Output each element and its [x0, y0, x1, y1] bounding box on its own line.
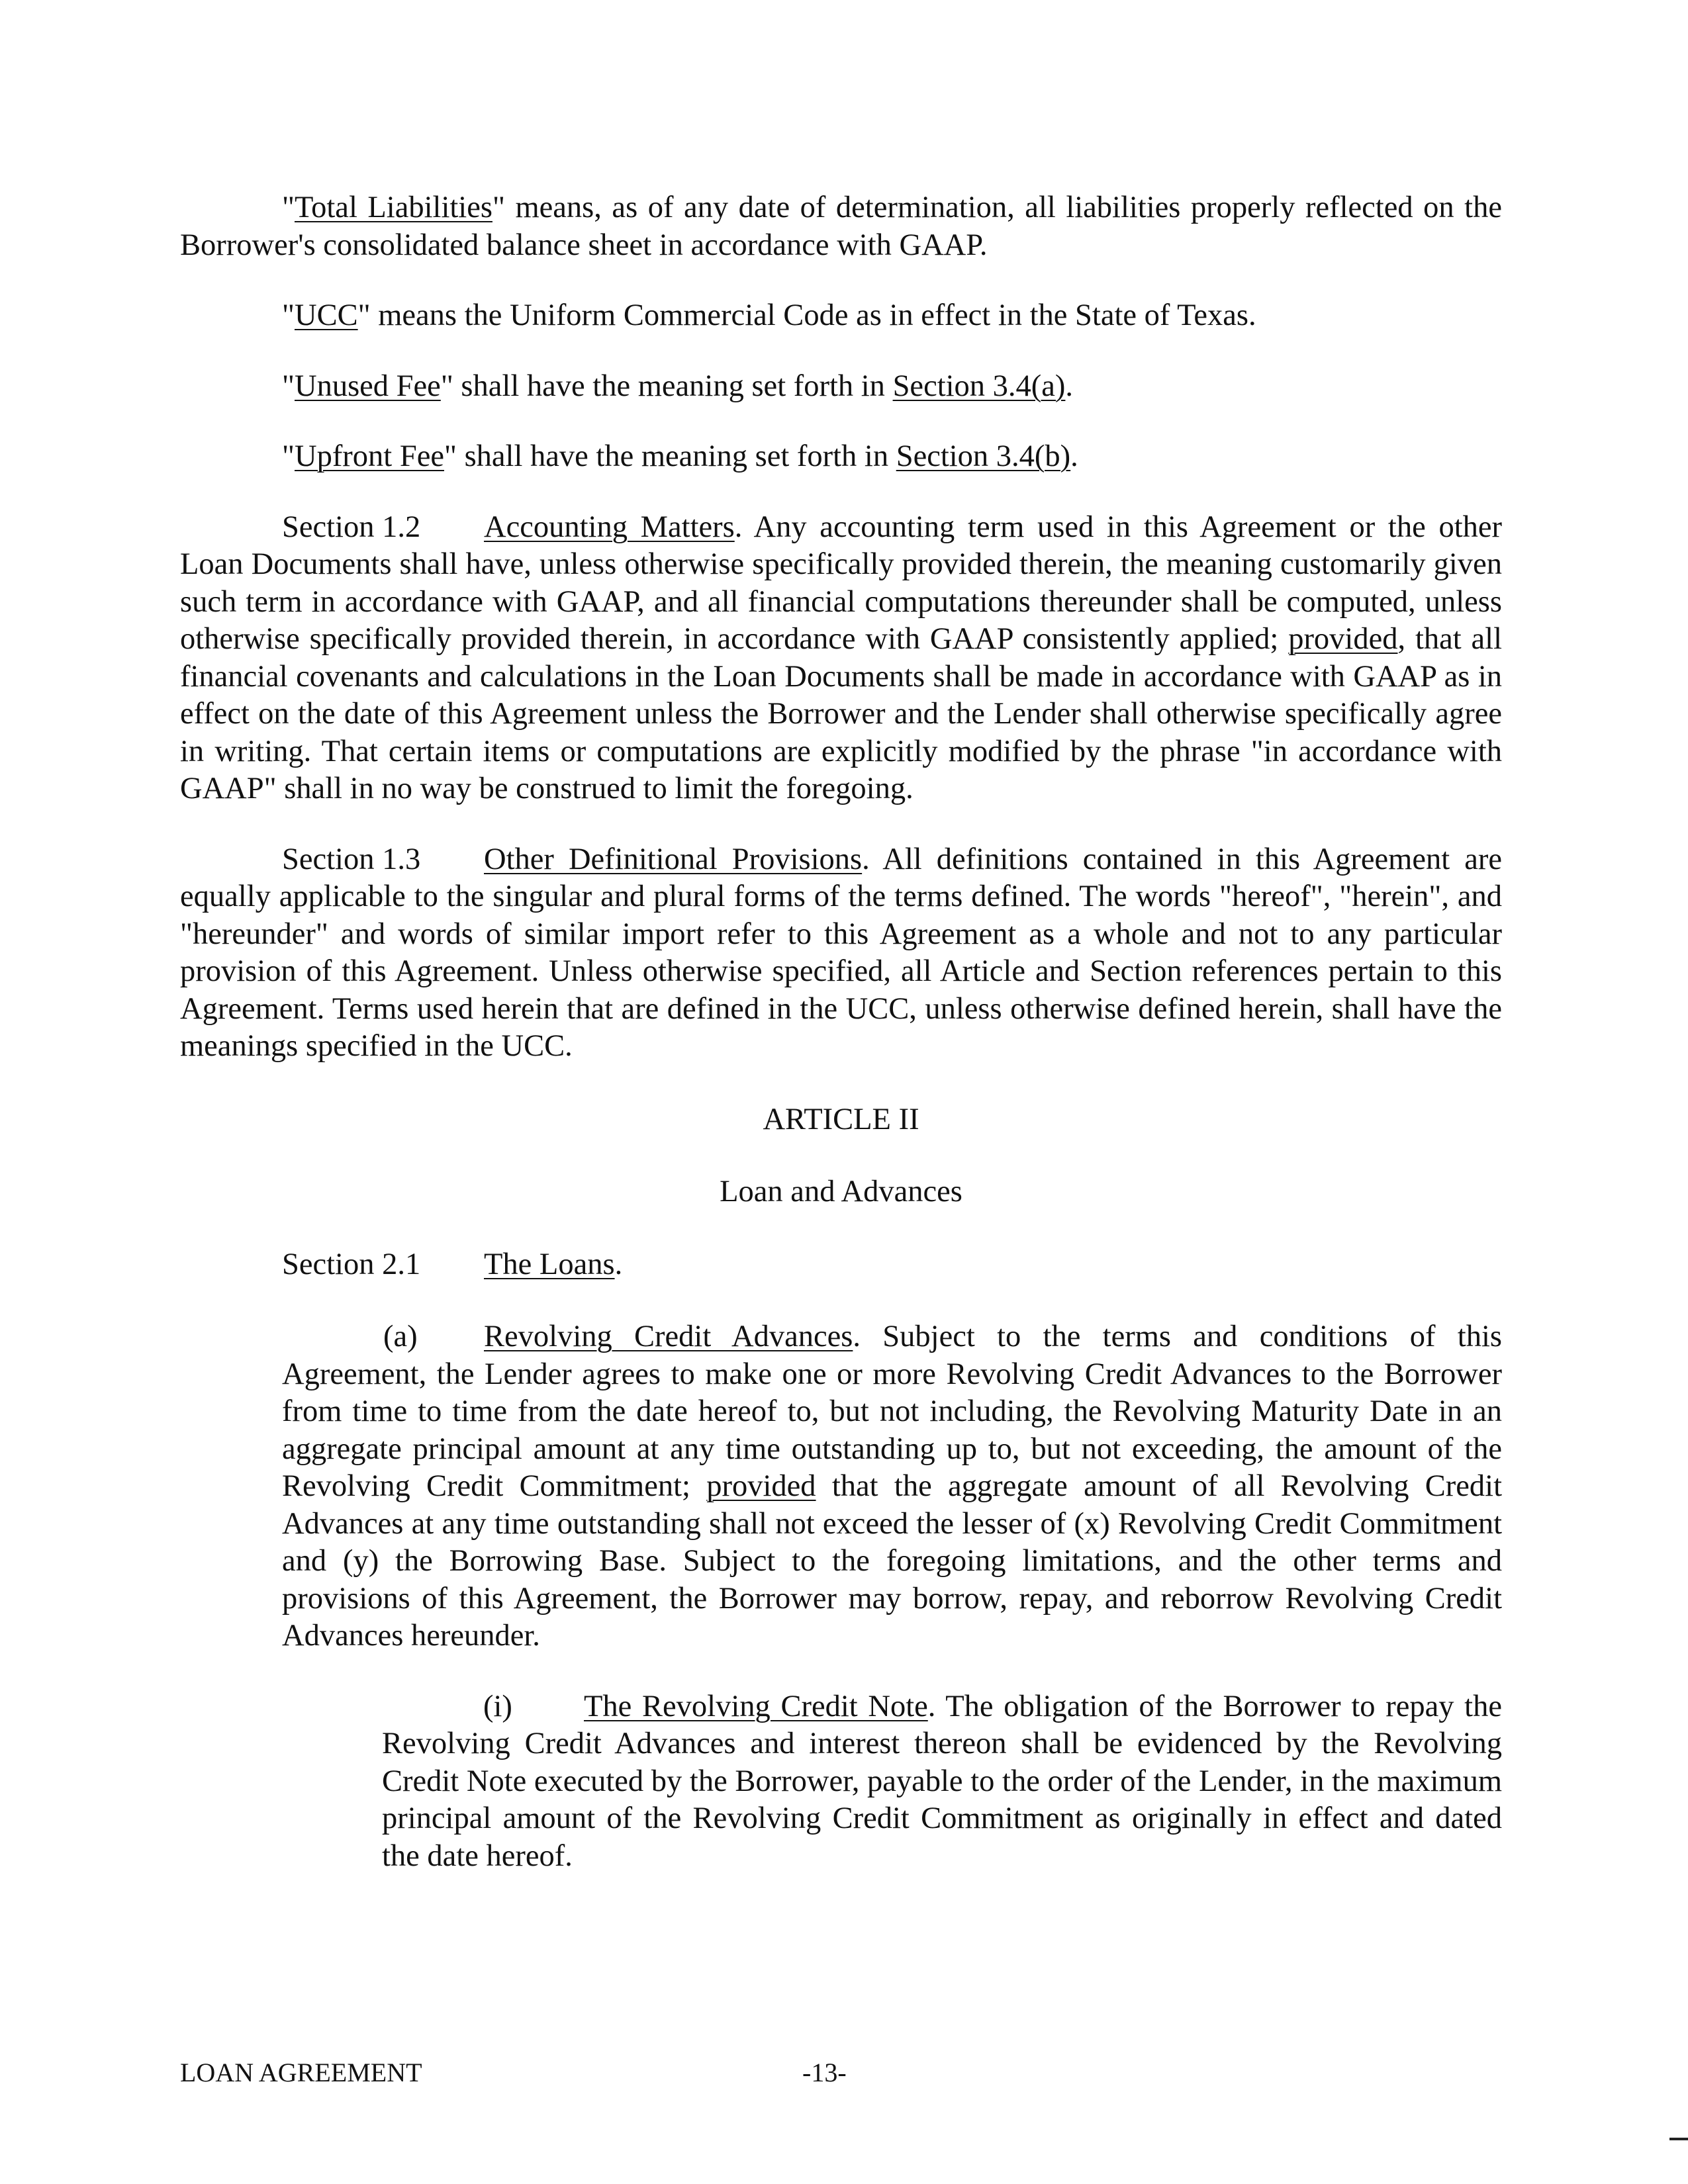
defined-term: Unused Fee	[294, 369, 441, 403]
punctuation: .	[1065, 369, 1074, 403]
section-number: Section 1.2	[282, 510, 421, 544]
definition-text: " means the Uniform Commercial Code as in effect in the State of Texas.	[357, 298, 1256, 332]
scan-edge-mark	[1669, 2138, 1688, 2140]
section-text: . Any accounting term used in this Agreement or the other Loan Documents shall have, unless otherwise specifically provided therein, the meaning customarily given such term in accordance with GAAP, and all financial computations thereunder shall be computed, unless otherwise specifically provided therein, in accordance with GAAP consistently applied;	[180, 510, 1502, 656]
clause-label: (i)	[483, 1689, 512, 1723]
quote-mark: "	[282, 191, 295, 224]
clause-a-revolving-credit-advances	[282, 1318, 1502, 1655]
proviso-term: provided	[706, 1469, 816, 1503]
quote-mark: "	[282, 298, 295, 332]
section-text: , that all financial covenants and calculations in the Loan Documents shall be made in accordance with GAAP as in effect on the date of this Agreement unless the Borrower and the Lender shall otherwise specifically agree in writing. That certain items or computations are explicitly modified by the phrase "in accordance with GAAP" shall in no way be construed to limit the foregoing.	[180, 622, 1502, 805]
definition-unused-fee	[180, 368, 1502, 406]
section-title: The Loans	[484, 1247, 615, 1281]
quote-mark: "	[282, 369, 295, 403]
document-body	[180, 189, 1502, 1875]
proviso-term: provided	[1288, 622, 1398, 656]
definition-total-liabilities	[180, 189, 1502, 264]
section-1-3	[180, 841, 1502, 1066]
section-text: . All definitions contained in this Agreement are equally applicable to the singular and plural forms of the terms defined. The words "hereof", "herein", and "hereunder" and words of similar import refer to this Agreement as a whole and not to any particular provision of this Agreement. Unless otherwise specified, all Article and Section references pertain to this Agreement. Terms used herein that are defined in the UCC, unless otherwise defined herein, shall have the meanings specified in the UCC.	[180, 842, 1502, 1063]
definition-text: " shall have the meaning set forth in	[444, 439, 896, 473]
quote-mark: "	[282, 439, 295, 473]
section-reference: Section 3.4(a)	[892, 369, 1066, 403]
clause-i-revolving-credit-note	[382, 1688, 1502, 1876]
clause-title: Revolving Credit Advances	[484, 1320, 853, 1353]
defined-term: Total Liabilities	[294, 191, 492, 224]
definition-text: " means, as of any date of determination, all liabilities properly reflected on the Borrower's consolidated balance sheet in accordance with GAAP.	[180, 191, 1502, 262]
definition-ucc	[180, 297, 1502, 335]
article-heading: ARTICLE II	[763, 1102, 919, 1136]
clause-text: that the aggregate amount of all Revolving Credit Advances at any time outstanding shall not exceed the lesser of (x) Revolving Credit Commitment and (y) the Borrowing Base. Subject to the foregoing limitations, and the other terms and provisions of this Agreement, the Borrower may borrow, repay, and reborrow Revolving Credit Advances hereunder.	[282, 1469, 1503, 1653]
section-number: Section 2.1	[282, 1247, 421, 1281]
footer-document-title: LOAN AGREEMENT	[180, 2058, 422, 2087]
punctuation: .	[1070, 439, 1078, 473]
definition-text: " shall have the meaning set forth in	[440, 369, 893, 403]
clause-label: (a)	[383, 1320, 418, 1353]
section-1-2	[180, 509, 1502, 808]
article-title: Loan and Advances	[720, 1175, 962, 1208]
clause-text: . Subject to the terms and conditions of this Agreement, the Lender agrees to make one or more Revolving Credit Advances to the Borrower from time to time from the date hereof to, but not including, the Revolving Maturity Date in an aggregate principal amount at any time outstanding up to, but not exceeding, the amount of the Revolving Credit Commitment;	[282, 1320, 1502, 1503]
defined-term: Upfront Fee	[294, 439, 444, 473]
punctuation: .	[614, 1247, 623, 1281]
section-number: Section 1.3	[282, 842, 421, 876]
section-2-1	[282, 1246, 1502, 1284]
section-reference: Section 3.4(b)	[896, 439, 1071, 473]
section-title: Accounting Matters	[484, 510, 735, 544]
clause-title: The Revolving Credit Note	[584, 1689, 928, 1723]
section-title: Other Definitional Provisions	[484, 842, 863, 876]
definition-upfront-fee	[180, 438, 1502, 476]
defined-term: UCC	[294, 298, 358, 332]
clause-text: . The obligation of the Borrower to repay the Revolving Credit Advances and interest thereon shall be evidenced by the Revolving Credit Note executed by the Borrower, payable to the order of the Lender, in the maximum principal amount of the Revolving Credit Commitment as originally in effect and dated the date hereof.	[382, 1689, 1502, 1873]
footer-page-number: -13-	[802, 2058, 847, 2087]
